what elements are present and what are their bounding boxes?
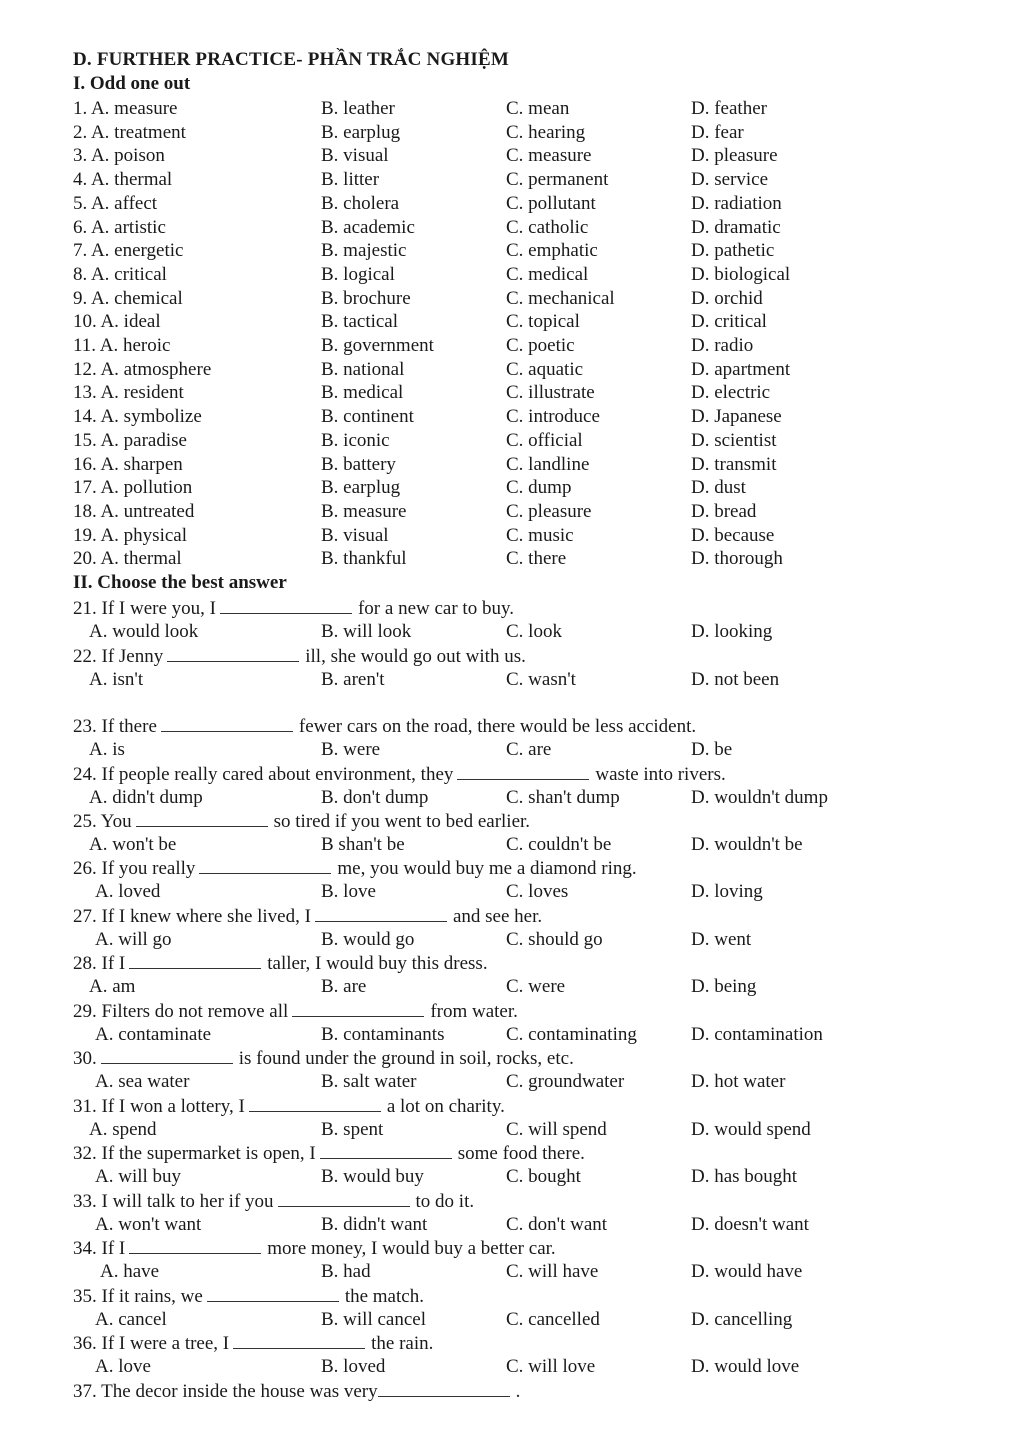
option-b: B. visual xyxy=(321,524,389,546)
option-a: 8. A. critical xyxy=(73,263,167,285)
question-row xyxy=(0,762,1024,786)
option-a: 9. A. chemical xyxy=(73,287,183,309)
question-row xyxy=(0,1141,1024,1165)
answer-blank xyxy=(278,1189,410,1207)
option-c: C. contaminating xyxy=(506,1023,637,1045)
option-d: D. wouldn't dump xyxy=(691,786,828,808)
option-d: D. fear xyxy=(691,121,744,143)
option-b: B. will cancel xyxy=(321,1308,426,1330)
question-text xyxy=(73,1284,424,1309)
answer-options-row xyxy=(0,786,1024,810)
option-d: D. hot water xyxy=(691,1070,786,1092)
option-a: A. love xyxy=(95,1355,151,1377)
option-c: C. will have xyxy=(506,1260,599,1282)
question-text xyxy=(73,951,488,976)
question-row xyxy=(0,1046,1024,1070)
question-text xyxy=(73,809,530,834)
question-text xyxy=(73,1046,574,1071)
option-a: A. will buy xyxy=(95,1165,182,1187)
answer-blank xyxy=(199,856,331,874)
option-d: D. went xyxy=(691,928,752,950)
question-text xyxy=(73,1189,474,1214)
question-stem: 25. You xyxy=(73,811,132,832)
question-text: 37. The decor inside the house was very . xyxy=(73,1381,521,1402)
answer-options-row xyxy=(0,975,1024,999)
question-row xyxy=(0,999,1024,1023)
option-b: B. love xyxy=(321,880,376,902)
option-c: C. permanent xyxy=(506,169,609,191)
answer-blank xyxy=(101,1046,233,1064)
question-row xyxy=(0,904,1024,928)
option-d: D. cancelling xyxy=(691,1308,793,1330)
option-d: D. Japanese xyxy=(691,406,782,428)
option-b: B. cholera xyxy=(321,192,400,214)
answer-blank xyxy=(315,904,447,922)
option-d: D. feather xyxy=(691,98,767,119)
answer-blank xyxy=(292,999,424,1017)
question-text xyxy=(73,596,514,621)
option-d: D. would have xyxy=(691,1260,803,1282)
option-c: C. shan't dump xyxy=(506,786,620,808)
option-d: D. bread xyxy=(691,500,757,522)
option-c: C. were xyxy=(506,975,566,997)
question-stem: 22. If Jenny xyxy=(73,646,164,667)
option-a: A. contaminate xyxy=(95,1023,212,1045)
answer-options-row xyxy=(0,1023,1024,1047)
odd-one-out-row xyxy=(0,524,1024,548)
answer-blank xyxy=(129,951,261,969)
answer-blank xyxy=(320,1141,452,1159)
question-tail: more money, I would buy a better car. xyxy=(267,1238,556,1259)
option-a: A. spend xyxy=(89,1118,157,1140)
option-b: B. were xyxy=(321,738,381,760)
option-d: D. scientist xyxy=(691,429,777,451)
option-c: C. should go xyxy=(506,928,603,950)
answer-options-row xyxy=(0,1308,1024,1332)
option-c: C. pleasure xyxy=(506,500,592,522)
question-tail: some food there. xyxy=(457,1143,585,1164)
question-row xyxy=(0,809,1024,833)
option-a: A. is xyxy=(89,738,125,760)
question-text xyxy=(73,644,526,669)
option-b: B. will look xyxy=(321,620,412,642)
answer-options-row xyxy=(0,620,1024,644)
question-row xyxy=(0,1189,1024,1213)
section-heading-odd-one-out: I. Odd one out xyxy=(73,73,191,94)
option-b: B. had xyxy=(321,1260,371,1282)
option-a: A. isn't xyxy=(89,668,144,690)
option-a: A. will go xyxy=(95,928,172,950)
option-c: C. look xyxy=(506,620,562,642)
question-row xyxy=(0,1094,1024,1118)
answer-options-row xyxy=(0,738,1024,762)
option-d: D. critical xyxy=(691,311,767,333)
answer-blank xyxy=(378,1379,510,1397)
odd-one-out-row xyxy=(0,500,1024,524)
question-tail: for a new car to buy. xyxy=(357,598,514,619)
answer-options-row xyxy=(0,1118,1024,1142)
option-b: B. didn't want xyxy=(321,1213,428,1235)
option-c: C. hearing xyxy=(506,121,586,143)
answer-options-row xyxy=(0,668,1024,692)
answer-blank xyxy=(233,1331,365,1349)
odd-one-out-row xyxy=(0,334,1024,358)
option-d: D. orchid xyxy=(691,287,763,309)
option-b: B. contaminants xyxy=(321,1023,445,1045)
odd-one-out-row xyxy=(0,263,1024,287)
option-d: D. be xyxy=(691,738,733,760)
option-c: C. wasn't xyxy=(506,668,576,690)
answer-blank xyxy=(136,809,268,827)
question-tail: from water. xyxy=(430,1001,518,1022)
question-tail: to do it. xyxy=(415,1191,475,1212)
question-stem: 32. If the supermarket is open, I xyxy=(73,1143,316,1164)
section-heading-choose-best-answer: II. Choose the best answer xyxy=(73,572,287,593)
odd-one-out-row xyxy=(0,476,1024,500)
answer-blank xyxy=(129,1236,261,1254)
answer-blank xyxy=(249,1094,381,1112)
option-c: C. dump xyxy=(506,477,572,499)
question-stem: 21. If I were you, I xyxy=(73,598,216,619)
question-text xyxy=(73,1236,556,1261)
answer-options-row xyxy=(0,833,1024,857)
option-d: D. biological xyxy=(691,263,791,285)
option-c: C. landline xyxy=(506,453,590,475)
question-row xyxy=(0,856,1024,880)
option-c: C. medical xyxy=(506,263,589,285)
option-c: C. introduce xyxy=(506,406,600,428)
question-stem: 24. If people really cared about environment, they xyxy=(73,764,454,785)
option-c: C. there xyxy=(506,548,567,570)
option-c: C. illustrate xyxy=(506,382,595,404)
option-c: C. are xyxy=(506,738,552,760)
question-tail: the match. xyxy=(344,1286,424,1307)
option-d: D. has bought xyxy=(691,1165,798,1187)
question-row xyxy=(0,644,1024,668)
option-b: B. thankful xyxy=(321,548,407,570)
option-d: D. service xyxy=(691,169,769,191)
option-c: C. mean xyxy=(506,98,570,119)
question-stem: 33. I will talk to her if you xyxy=(73,1191,274,1212)
option-b: B. academic xyxy=(321,216,415,238)
option-a: 12. A. atmosphere xyxy=(73,358,212,380)
option-a: 3. A. poison xyxy=(73,145,165,167)
option-d: D. being xyxy=(691,975,757,997)
option-a: A. have xyxy=(100,1260,160,1282)
question-stem: 31. If I won a lottery, I xyxy=(73,1096,245,1117)
option-b: B. continent xyxy=(321,406,414,428)
option-c: C. cancelled xyxy=(506,1308,600,1330)
option-c: C. official xyxy=(506,429,583,451)
option-c: C. will spend xyxy=(506,1118,607,1140)
option-d: D. would love xyxy=(691,1355,800,1377)
question-text xyxy=(73,714,696,739)
option-b: B. medical xyxy=(321,382,404,404)
option-a: 18. A. untreated xyxy=(73,500,195,522)
option-d: D. dramatic xyxy=(691,216,781,238)
answer-options-row xyxy=(0,1213,1024,1237)
option-b: B. brochure xyxy=(321,287,411,309)
question-37 xyxy=(0,1379,1024,1403)
option-a: 15. A. paradise xyxy=(73,429,187,451)
option-a: 16. A. sharpen xyxy=(73,453,183,475)
option-a: A. won't be xyxy=(89,833,177,855)
option-c: C. will love xyxy=(506,1355,596,1377)
question-tail: waste into rivers. xyxy=(595,764,726,785)
option-b: B. logical xyxy=(321,263,395,285)
option-d: D. not been xyxy=(691,668,780,690)
option-c: C. topical xyxy=(506,311,580,333)
answer-options-row xyxy=(0,880,1024,904)
option-d: D. thorough xyxy=(691,548,783,570)
option-d: D. electric xyxy=(691,382,771,404)
question-text xyxy=(73,904,542,929)
option-b: B. iconic xyxy=(321,429,390,451)
answer-blank xyxy=(161,714,293,732)
odd-one-out-row xyxy=(0,168,1024,192)
option-a: A. sea water xyxy=(95,1070,190,1092)
question-tail: is found under the ground in soil, rocks, etc. xyxy=(238,1048,574,1069)
option-b: B. tactical xyxy=(321,311,399,333)
question-text xyxy=(73,1331,433,1356)
option-d: D. because xyxy=(691,524,775,546)
option-a: A. loved xyxy=(95,880,161,902)
question-stem: 30. xyxy=(73,1048,97,1069)
answer-blank xyxy=(457,762,589,780)
odd-one-out-row xyxy=(0,453,1024,477)
odd-one-out-row xyxy=(0,358,1024,382)
odd-one-out-row xyxy=(0,429,1024,453)
answer-options-row xyxy=(0,1070,1024,1094)
question-row xyxy=(0,1236,1024,1260)
question-text xyxy=(73,999,518,1024)
option-b: B. leather xyxy=(321,98,395,119)
option-b: B. litter xyxy=(321,169,380,191)
question-tail: fewer cars on the road, there would be less accident. xyxy=(298,716,697,737)
option-d: D. looking xyxy=(691,620,773,642)
option-b: B. are xyxy=(321,975,367,997)
option-c: C. poetic xyxy=(506,335,575,356)
option-b: B. don't dump xyxy=(321,786,429,808)
option-b: B. would go xyxy=(321,928,415,950)
option-b: B. aren't xyxy=(321,668,385,690)
question-stem: 28. If I xyxy=(73,953,126,974)
option-a: A. won't want xyxy=(95,1213,202,1235)
option-a: 6. A. artistic xyxy=(73,216,166,238)
option-a: 4. A. thermal xyxy=(73,169,173,191)
option-b: B. earplug xyxy=(321,477,401,499)
question-stem: 34. If I xyxy=(73,1238,126,1259)
option-a: 1. A. measure xyxy=(73,98,178,119)
option-d: D. transmit xyxy=(691,453,777,475)
option-c: C. emphatic xyxy=(506,240,598,262)
odd-one-out-row xyxy=(0,97,1024,121)
option-c: C. catholic xyxy=(506,216,589,238)
question-tail: taller, I would buy this dress. xyxy=(267,953,488,974)
option-b: B. majestic xyxy=(321,240,407,262)
odd-one-out-row xyxy=(0,287,1024,311)
option-d: D. radio xyxy=(691,335,754,356)
option-a: 19. A. physical xyxy=(73,524,187,546)
answer-options-row xyxy=(0,1165,1024,1189)
question-tail: and see her. xyxy=(452,906,543,927)
question-text xyxy=(73,1094,505,1119)
question-row xyxy=(0,1284,1024,1308)
option-d: D. contamination xyxy=(691,1023,823,1045)
question-stem: 26. If you really xyxy=(73,858,196,879)
option-c: C. don't want xyxy=(506,1213,608,1235)
option-a: 5. A. affect xyxy=(73,192,158,214)
option-d: D. dust xyxy=(691,477,746,499)
option-a: 20. A. thermal xyxy=(73,548,182,570)
odd-one-out-row xyxy=(0,121,1024,145)
odd-one-out-row xyxy=(0,381,1024,405)
page-title: D. FURTHER PRACTICE- PHẦN TRẮC NGHIỆM xyxy=(73,49,510,70)
question-tail: ill, she would go out with us. xyxy=(305,646,526,667)
question-row xyxy=(0,1331,1024,1355)
option-d: D. wouldn't be xyxy=(691,833,803,855)
odd-one-out-row xyxy=(0,547,1024,571)
option-c: C. bought xyxy=(506,1165,581,1187)
option-c: C. aquatic xyxy=(506,358,584,380)
option-b: B. national xyxy=(321,358,405,380)
option-d: D. pathetic xyxy=(691,240,775,262)
question-stem: 23. If there xyxy=(73,716,157,737)
option-b: B shan't be xyxy=(321,833,405,855)
odd-one-out-row xyxy=(0,405,1024,429)
option-a: 13. A. resident xyxy=(73,382,184,404)
answer-blank xyxy=(220,596,352,614)
odd-one-out-row xyxy=(0,192,1024,216)
option-d: D. radiation xyxy=(691,192,782,214)
option-b: B. salt water xyxy=(321,1070,417,1092)
option-b: B. battery xyxy=(321,453,396,475)
option-c: C. measure xyxy=(506,145,592,167)
question-text xyxy=(73,1141,585,1166)
question-tail: me, you would buy me a diamond ring. xyxy=(337,858,637,879)
question-row xyxy=(0,596,1024,620)
odd-one-out-row xyxy=(0,144,1024,168)
answer-options-row xyxy=(0,928,1024,952)
option-b: B. earplug xyxy=(321,121,401,143)
option-d: D. loving xyxy=(691,880,763,902)
option-c: C. pollutant xyxy=(506,192,596,214)
question-stem: 27. If I knew where she lived, I xyxy=(73,906,311,927)
option-a: 11. A. heroic xyxy=(73,335,171,356)
option-a: A. cancel xyxy=(95,1308,167,1330)
question-text xyxy=(73,762,726,787)
option-b: B. loved xyxy=(321,1355,386,1377)
option-d: D. would spend xyxy=(691,1118,811,1140)
option-d: D. pleasure xyxy=(691,145,778,167)
option-b: B. spent xyxy=(321,1118,384,1140)
option-a: 10. A. ideal xyxy=(73,311,161,333)
question-stem: 35. If it rains, we xyxy=(73,1286,203,1307)
answer-options-row xyxy=(0,1260,1024,1284)
option-b: B. government xyxy=(321,335,434,356)
option-d: D. doesn't want xyxy=(691,1213,809,1235)
option-c: C. mechanical xyxy=(506,287,615,309)
option-d: D. apartment xyxy=(691,358,791,380)
question-row xyxy=(0,951,1024,975)
option-b: B. measure xyxy=(321,500,407,522)
question-text xyxy=(73,856,637,881)
question-tail: so tired if you went to bed earlier. xyxy=(273,811,531,832)
question-tail: a lot on charity. xyxy=(386,1096,505,1117)
odd-one-out-row xyxy=(0,216,1024,240)
odd-one-out-row xyxy=(0,239,1024,263)
option-c: C. groundwater xyxy=(506,1070,625,1092)
option-c: C. loves xyxy=(506,880,569,902)
option-a: 14. A. symbolize xyxy=(73,406,202,428)
option-b: B. would buy xyxy=(321,1165,424,1187)
question-stem: 29. Filters do not remove all xyxy=(73,1001,289,1022)
question-row xyxy=(0,714,1024,738)
answer-options-row xyxy=(0,1355,1024,1379)
option-a: 7. A. energetic xyxy=(73,240,184,262)
question-tail: the rain. xyxy=(371,1333,434,1354)
option-a: 17. A. pollution xyxy=(73,477,193,499)
option-a: A. would look xyxy=(89,620,199,642)
option-a: A. am xyxy=(89,975,136,997)
option-c: C. music xyxy=(506,524,574,546)
option-a: 2. A. treatment xyxy=(73,121,186,143)
option-a: A. didn't dump xyxy=(89,786,203,808)
option-b: B. visual xyxy=(321,145,389,167)
answer-blank xyxy=(167,644,299,662)
question-stem: 36. If I were a tree, I xyxy=(73,1333,230,1354)
odd-one-out-row xyxy=(0,310,1024,334)
answer-blank xyxy=(207,1284,339,1302)
option-c: C. couldn't be xyxy=(506,833,612,855)
